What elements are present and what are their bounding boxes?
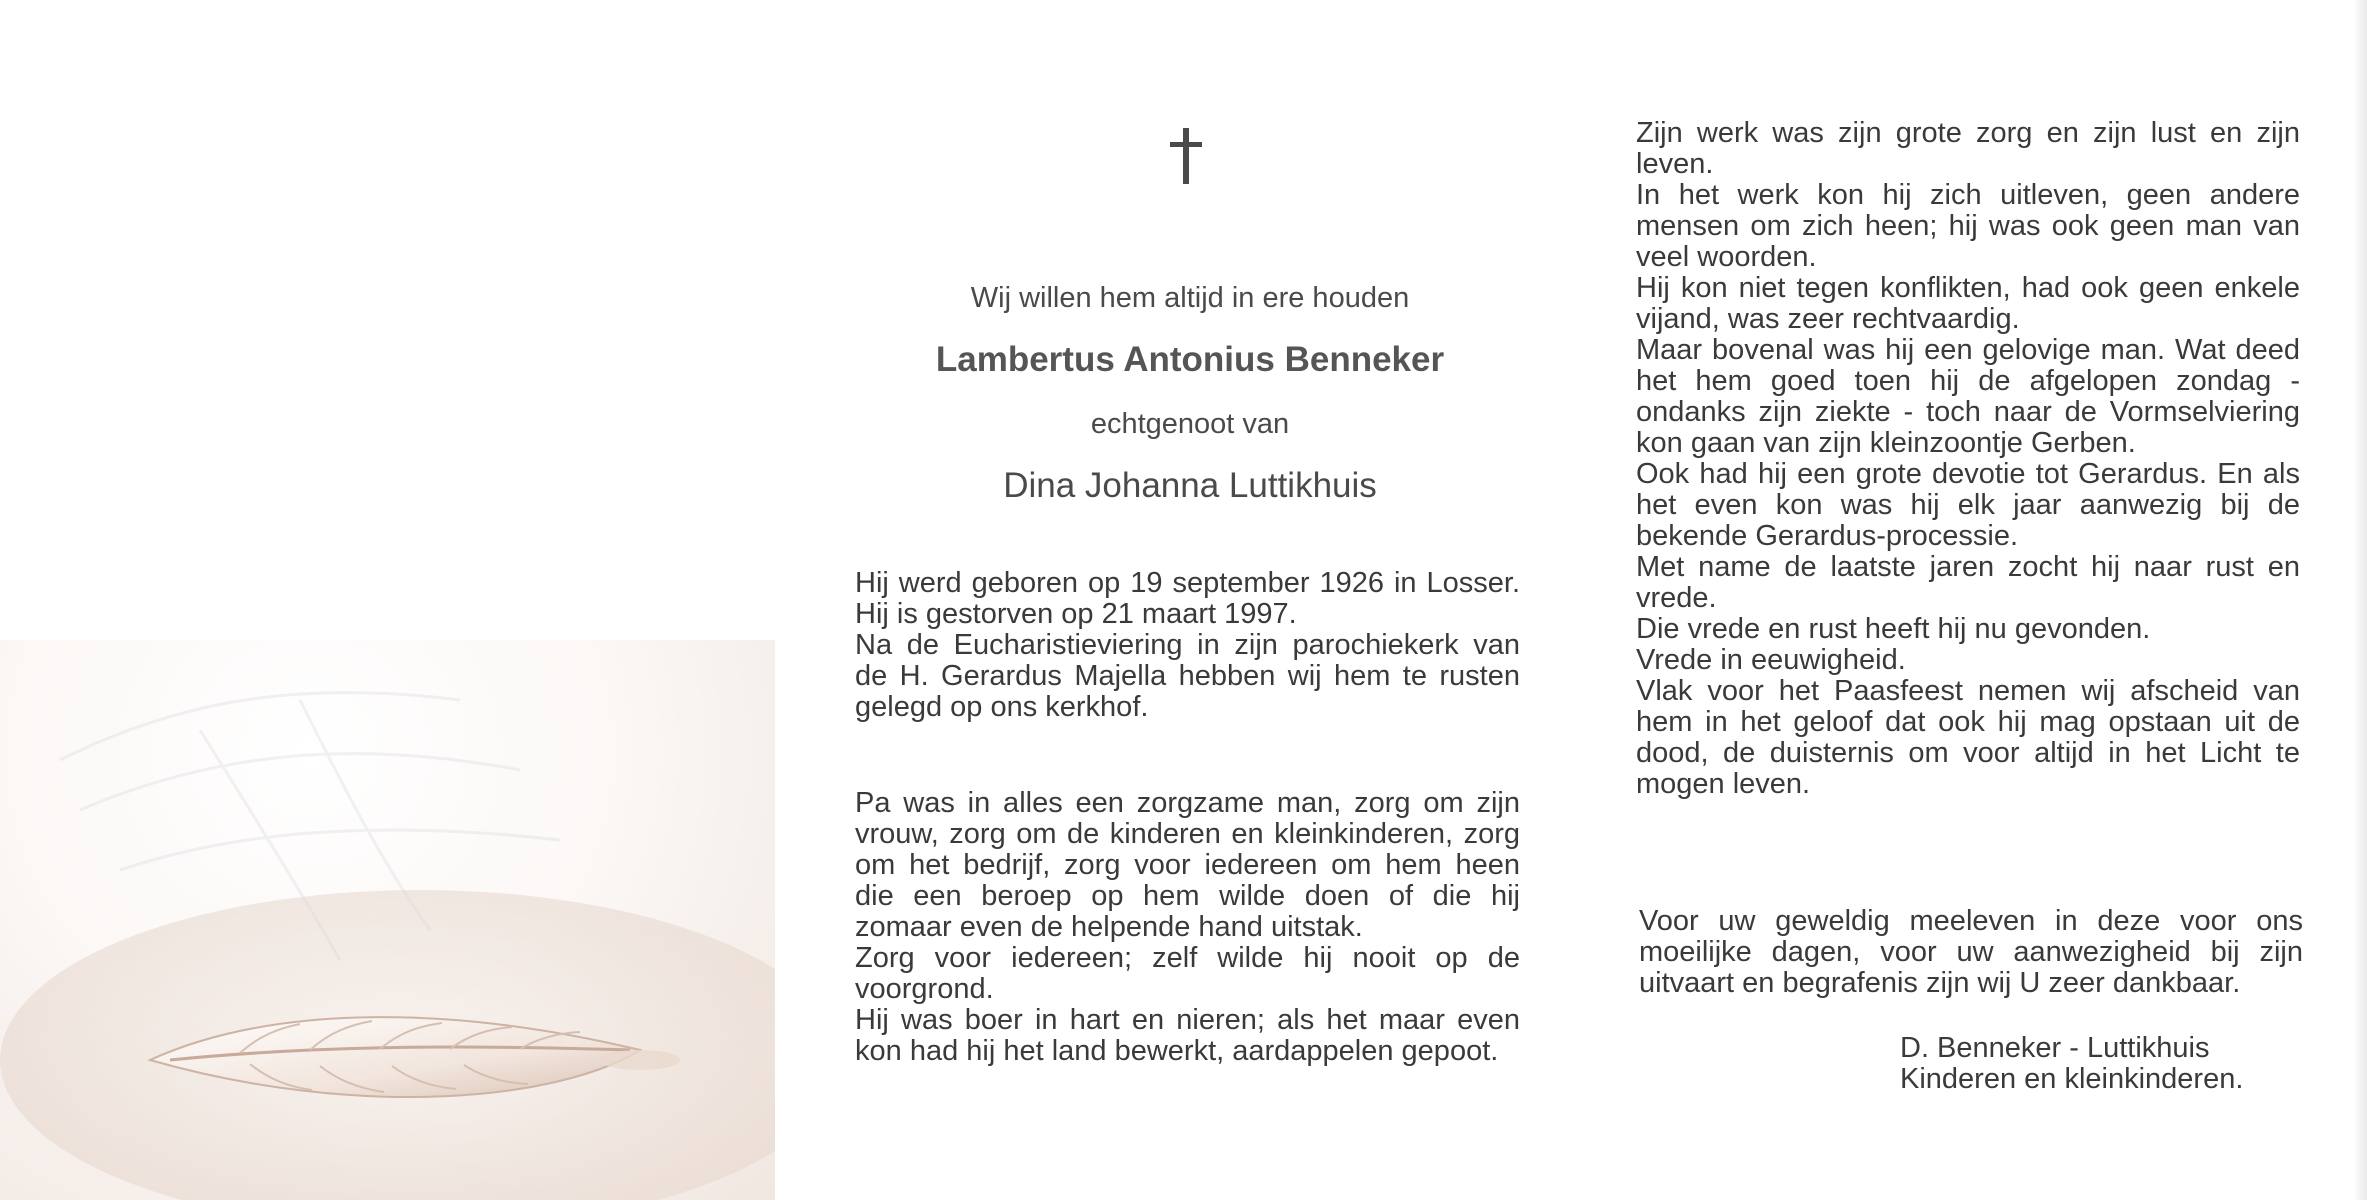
biography xyxy=(855,568,1520,723)
cross-icon xyxy=(1166,128,1206,184)
tribute-paragraph: Hij kon niet tegen konflikten, had ook geen enkele vijand, was zeer rechtvaardig. xyxy=(1636,272,2300,335)
tribute-left xyxy=(855,788,1520,1067)
signature-line: D. Benneker - Luttikhuis xyxy=(1900,1032,2210,1064)
tribute-paragraph: Hij was boer in hart en nieren; als het maar even kon had hij het land bewerkt, aardappelen gepoot. xyxy=(855,1004,1520,1067)
signature xyxy=(1900,1033,2243,1095)
tribute-paragraph: Ook had hij een grote devotie tot Gerardus. En als het even kon was hij elk jaar aanwezig bij de bekende Gerardus-processie. xyxy=(1636,458,2300,552)
tribute-paragraph: Maar bovenal was hij een gelovige man. Wat deed het hem goed toen hij de afgelopen zondag - ondanks zijn ziekte - toch naar de Vormselviering kon gaan van zijn kleinzoontje Gerben. xyxy=(1636,334,2300,459)
tribute-paragraph: Zorg voor iedereen; zelf wilde hij nooit op de voorgrond. xyxy=(855,942,1520,1005)
tribute-paragraph: Zijn werk was zijn grote zorg en zijn lust en zijn leven. xyxy=(1636,117,2300,180)
page-edge xyxy=(2353,0,2367,1200)
tribute-paragraph: Die vrede en rust heeft hij nu gevonden. xyxy=(1636,613,2151,645)
motto: Wij willen hem altijd in ere houden xyxy=(970,282,1410,314)
spouse-name: Dina Johanna Luttikhuis xyxy=(1003,466,1377,505)
feather-icon xyxy=(0,640,775,1200)
bio-paragraph: Hij werd geboren op 19 september 1926 in Losser. Hij is gestorven op 21 maart 1997. xyxy=(855,567,1520,630)
bio-paragraph: Na de Eucharistieviering in zijn parochiekerk van de H. Gerardus Majella hebben wij hem te rusten gelegd op ons kerkhof. xyxy=(855,629,1520,723)
tribute-paragraph: In het werk kon hij zich uitleven, geen andere mensen om zich heen; hij was ook geen man van veel woorden. xyxy=(1636,179,2300,273)
tribute-paragraph: Vrede in eeuwigheid. xyxy=(1636,644,1906,676)
tribute-paragraph: Met name de laatste jaren zocht hij naar rust en vrede. xyxy=(1636,551,2300,614)
deceased-name: Lambertus Antonius Benneker xyxy=(935,340,1445,379)
tribute-paragraph: Vlak voor het Paasfeest nemen wij afscheid van hem in het geloof dat ook hij mag opstaan uit de dood, de duisternis om voor altijd in het Licht te mogen leven. xyxy=(1636,675,2300,800)
relation-label: echtgenoot van xyxy=(1090,408,1290,440)
leaf-artwork xyxy=(0,640,775,1200)
signature-line: Kinderen en kleinkinderen. xyxy=(1900,1063,2244,1095)
tribute-right xyxy=(1636,118,2300,800)
thanks-text: Voor uw geweldig meeleven in deze voor ons moeilijke dagen, voor uw aanwezigheid bij zijn uitvaart en begrafenis zijn wij U zeer dankbaar. xyxy=(1639,905,2303,999)
tribute-paragraph: Pa was in alles een zorgzame man, zorg om zijn vrouw, zorg om de kinderen en kleinkinderen, zorg om het bedrijf, zorg voor iedereen om hem heen die een beroep op hem wilde doen of die hij zomaar even de helpende hand uitstak. xyxy=(855,787,1520,943)
